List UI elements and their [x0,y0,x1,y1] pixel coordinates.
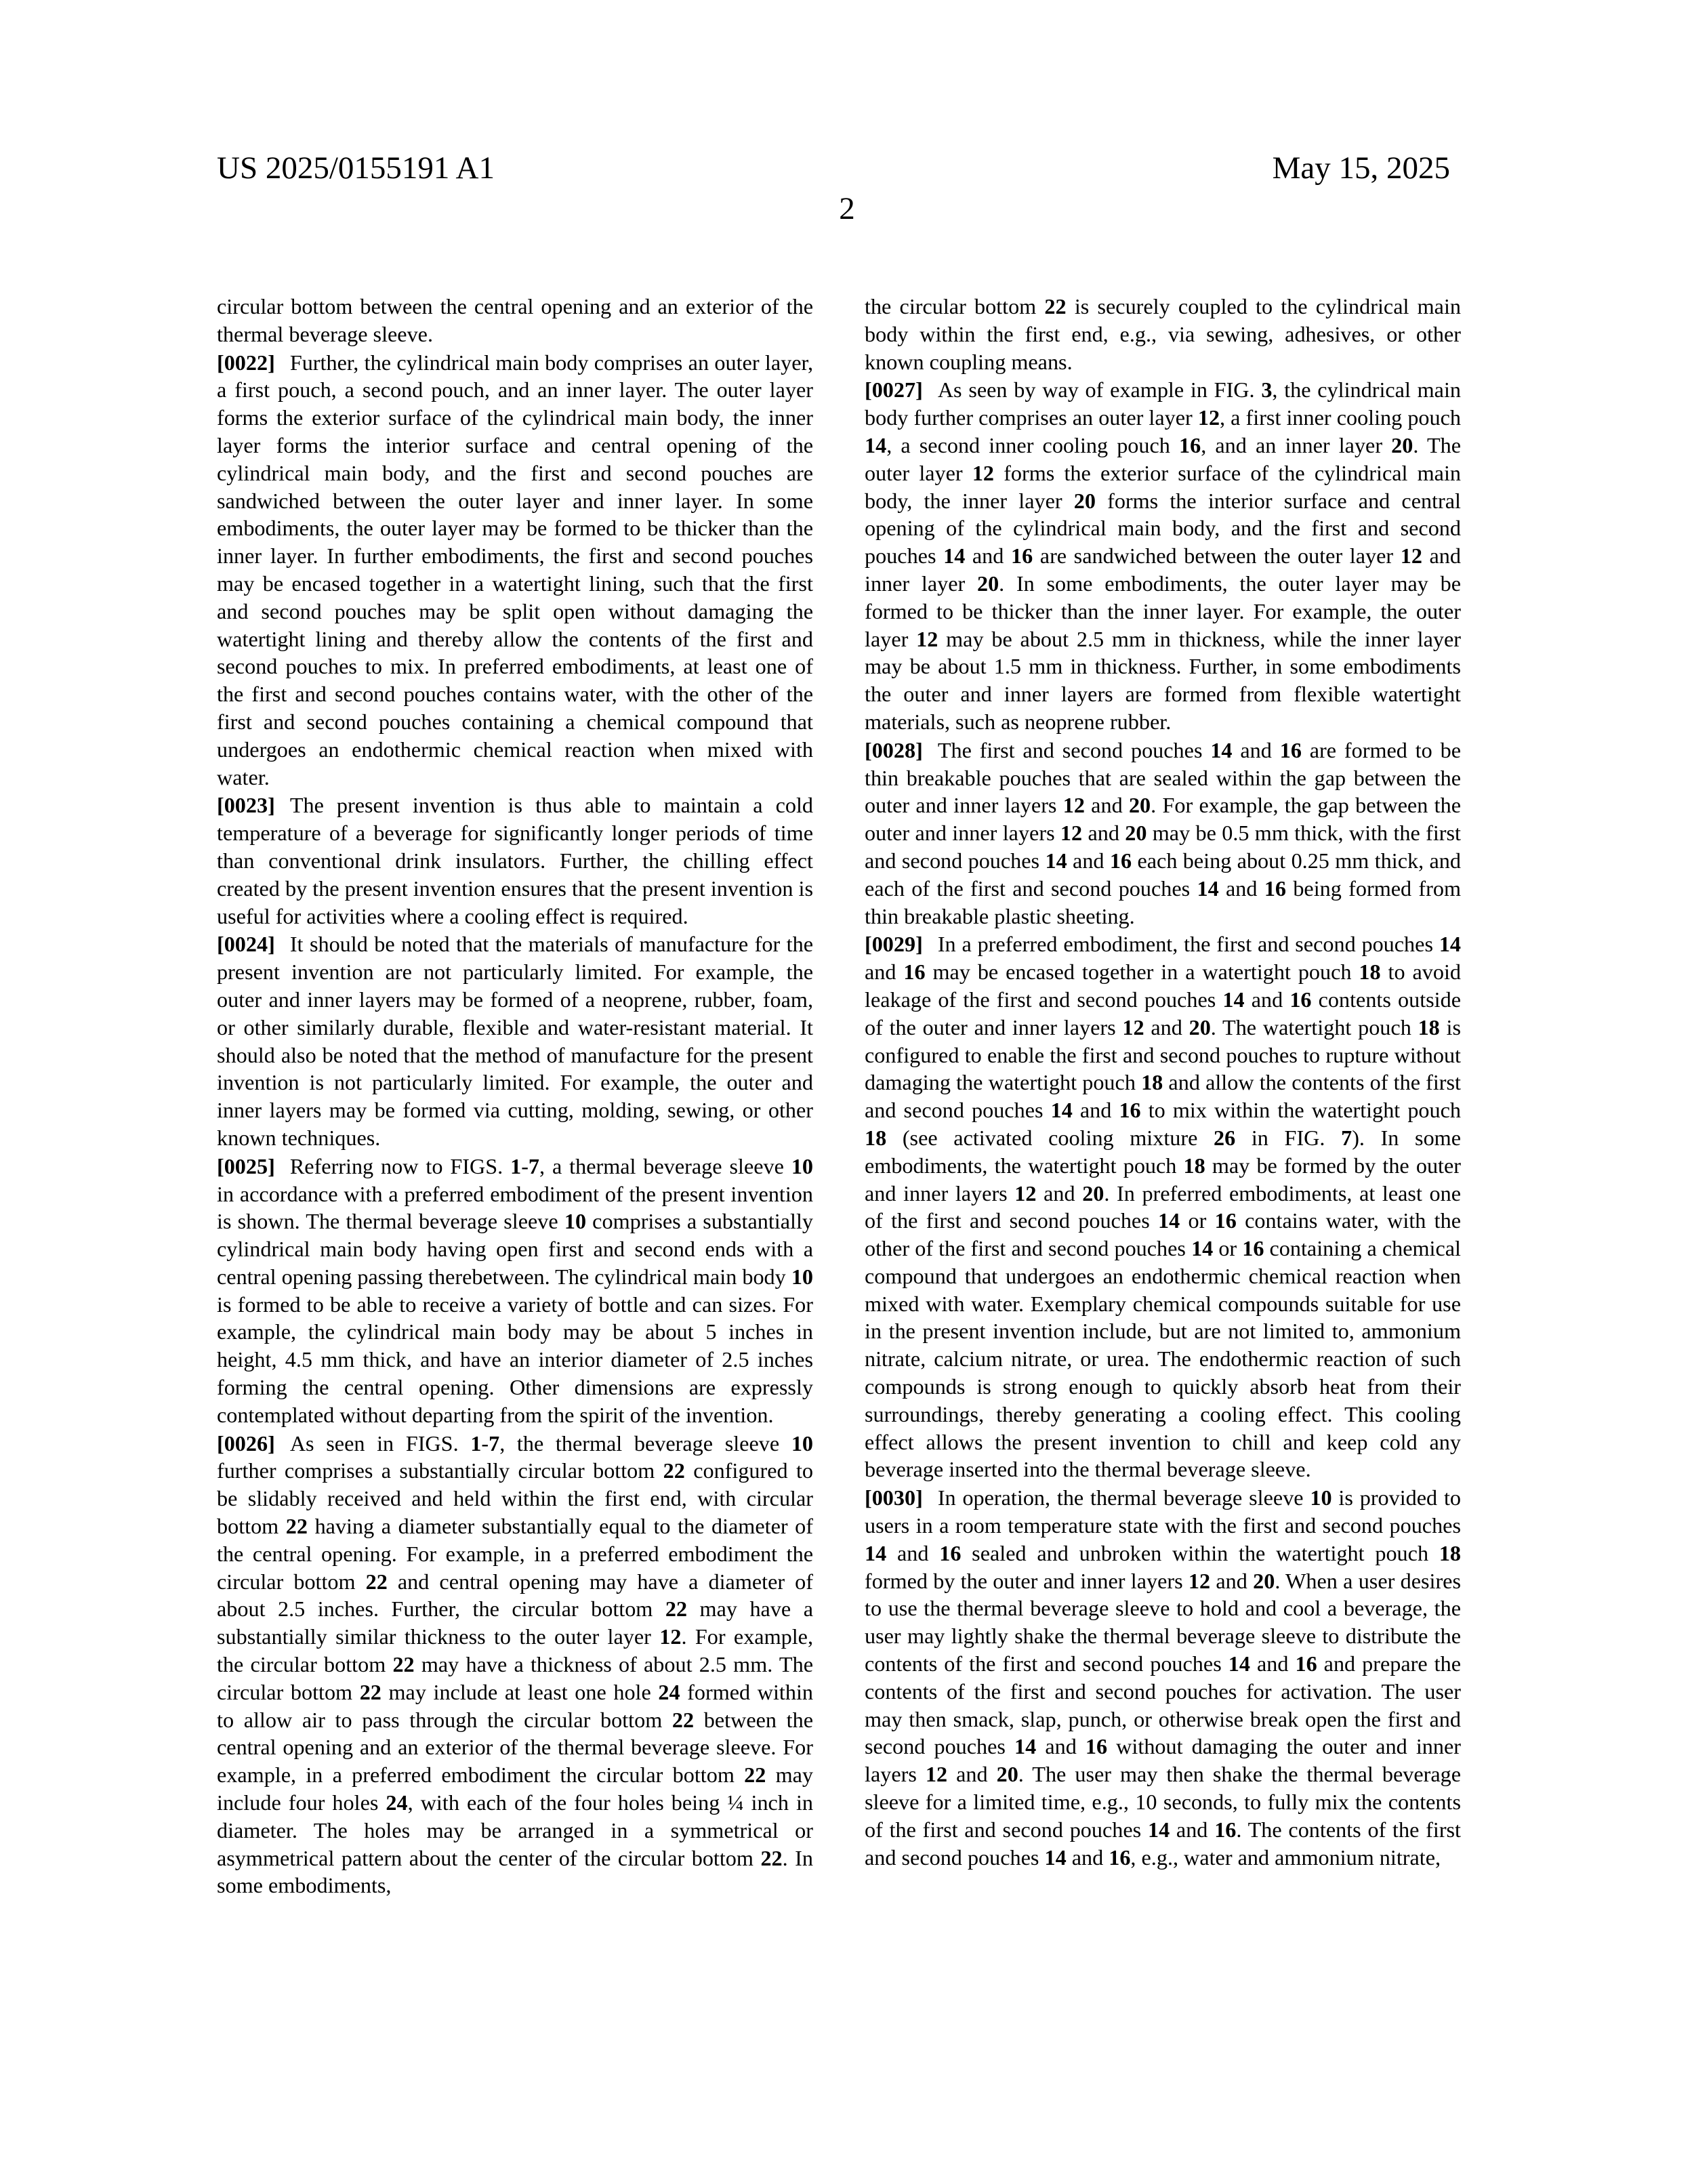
page-number: 2 [839,191,855,226]
paragraph [217,349,813,791]
paragraph [865,930,1461,1483]
paragraph-text: The present invention is thus able to maintain a cold temperature of a beverage for significantly longer periods of time than conventional drink insulators. Further, the chilling effect created by the present invention ensures that the present invention is useful for activities where a cooling effect is required. [217,793,813,928]
paragraph [865,737,1461,930]
paragraph-number: [0026] [217,1430,275,1456]
left-text-column [217,293,813,1900]
paragraph-text: Further, the cylindrical main body comprises an outer layer, a first pouch, a second pouch, and an inner layer. The outer layer forms the exterior surface of the cylindrical main body, the inner layer forms the interior surface and central opening of the cylindrical main body, and the first and second pouches are sandwiched between the outer layer and inner layer. In some embodiments, the outer layer may be formed to be thicker than the inner layer. In further embodiments, the first and second pouches may be encased together in a watertight lining, such that the first and second pouches may be split open without damaging the watertight lining and thereby allow the contents of the first and second pouches to mix. In preferred embodiments, at least one of the first and second pouches contains water, with the other of the first and second pouches containing a chemical compound that undergoes an endothermic chemical reaction when mixed with water. [217,350,813,789]
paragraph [217,930,813,1151]
paragraph-number: [0029] [865,932,923,957]
paragraph [865,293,1461,375]
publication-date: May 15, 2025 [1272,150,1450,186]
paragraph [217,293,813,348]
paragraph-number: [0024] [217,932,275,957]
paragraph-text: circular bottom between the central opening and an exterior of the thermal beverage sleeve. [217,294,813,346]
paragraph [865,376,1461,735]
paragraph-text: As seen by way of example in FIG. 3, the cylindrical main body further comprises an outer layer 12, a first inner cooling pouch 14, a second inner cooling pouch 16, and an inner layer 20. The outer layer 12 forms the exterior surface of the cylindrical main body, the inner layer 20 forms the interior surface and central opening of the cylindrical main body, and the first and second pouches 14 and 16 are sandwiched between the outer layer 12 and inner layer 20. In some embodiments, the outer layer may be formed to be thicker than the inner layer. For example, the outer layer 12 may be about 2.5 mm in thickness, while the inner layer may be about 1.5 mm in thickness. Further, in some embodiments the outer and inner layers are formed from flexible watertight materials, such as neoprene rubber. [865,377,1462,734]
paragraph-text: The first and second pouches 14 and 16 are formed to be thin breakable pouches that are sealed within the gap between the outer and inner layers 12 and 20. For example, the gap between the outer and inner layers 12 and 20 may be 0.5 mm thick, with the first and second pouches 14 and 16 each being about 0.25 mm thick, and each of the first and second pouches 14 and 16 being formed from thin breakable plastic sheeting. [865,737,1462,928]
paragraph-text: the circular bottom 22 is securely coupled to the cylindrical main body within the first end, e.g., via sewing, adhesives, or other known coupling means. [865,294,1461,374]
paragraph [865,1484,1461,1871]
paragraph-number: [0025] [217,1153,275,1178]
paragraph-text: Referring now to FIGS. 1-7, a thermal beverage sleeve 10 in accordance with a preferred embodiment of the present invention is shown. The thermal beverage sleeve 10 comprises a substantially cylindrical main body having open first and second ends with a central opening passing therebetween. The cylindrical main body 10 is formed to be able to receive a variety of bottle and can sizes. For example, the cylindrical main body may be about 5 inches in height, 4.5 mm thick, and have an interior diameter of 2.5 inches forming the central opening. Other dimensions are expressly contemplated without departing from the spirit of the invention. [217,1153,814,1427]
paragraph [217,1153,813,1429]
paragraph-number: [0023] [217,793,275,818]
paragraph-number: [0027] [865,377,923,403]
paragraph-text: As seen in FIGS. 1-7, the thermal beverage sleeve 10 further comprises a substantially circular bottom 22 configured to be slidably received and held within the first end, with circular bottom 22 having a diameter substantially equal to the diameter of the central opening. For example, in a preferred embodiment the circular bottom 22 and central opening may have a diameter of about 2.5 inches. Further, the circular bottom 22 may have a substantially similar thickness to the outer layer 12. For example, the circular bottom 22 may have a thickness of about 2.5 mm. The circular bottom 22 may include at least one hole 24 formed within to allow air to pass through the circular bottom 22 between the central opening and an exterior of the thermal beverage sleeve. For example, in a preferred embodiment the circular bottom 22 may include four holes 24, with each of the four holes being ¼ inch in diameter. The holes may be arranged in a symmetrical or asymmetrical pattern about the center of the circular bottom 22. In some embodiments, [217,1430,814,1898]
publication-number: US 2025/0155191 A1 [217,150,495,186]
paragraph [217,791,813,930]
paragraph-text: It should be noted that the materials of manufacture for the present invention are not particularly limited. For example, the outer and inner layers may be formed of a neoprene, rubber, foam, or other similarly durable, flexible and water-resistant material. It should also be noted that the method of manufacture for the present invention is not particularly limited. For example, the outer and inner layers may be formed via cutting, molding, sewing, or other known techniques. [217,932,813,1150]
paragraph-number: [0022] [217,350,275,375]
paragraph-number: [0030] [865,1485,923,1510]
paragraph-text: In a preferred embodiment, the first and second pouches 14 and 16 may be encased together in a watertight pouch 18 to avoid leakage of the first and second pouches 14 and 16 contents outside of the outer and inner layers 12 and 20. The watertight pouch 18 is configured to enable the first and second pouches to rupture without damaging the watertight pouch 18 and allow the contents of the first and second pouches 14 and 16 to mix within the watertight pouch 18 (see activated cooling mixture 26 in FIG. 7). In some embodiments, the watertight pouch 18 may be formed by the outer and inner layers 12 and 20. In preferred embodiments, at least one of the first and second pouches 14 or 16 contains water, with the other of the first and second pouches 14 or 16 containing a chemical compound that undergoes an endothermic chemical reaction when mixed with water. Exemplary chemical compounds suitable for use in the present invention include, but are not limited to, ammonium nitrate, calcium nitrate, or urea. The endothermic reaction of such compounds is strong enough to quickly absorb heat from their surroundings, thereby generating a cooling effect. This cooling effect allows the present invention to chill and keep cold any beverage inserted into the thermal beverage sleeve. [865,932,1461,1482]
paragraph [217,1430,813,1900]
paragraph-number: [0028] [865,737,923,762]
right-text-column [865,293,1461,1872]
paragraph-text: In operation, the thermal beverage sleeve 10 is provided to users in a room temperature state with the first and second pouches 14 and 16 sealed and unbroken within the watertight pouch 18 formed by the outer and inner layers 12 and 20. When a user desires to use the thermal beverage sleeve to hold and cool a beverage, the user may lightly shake the thermal beverage sleeve to distribute the contents of the first and second pouches 14 and 16 and prepare the contents of the first and second pouches for activation. The user may then smack, slap, punch, or otherwise break open the first and second pouches 14 and 16 without damaging the outer and inner layers 12 and 20. The user may then shake the thermal beverage sleeve for a limited time, e.g., 10 seconds, to fully mix the contents of the first and second pouches 14 and 16. The contents of the first and second pouches 14 and 16, e.g., water and ammonium nitrate, [865,1485,1462,1870]
